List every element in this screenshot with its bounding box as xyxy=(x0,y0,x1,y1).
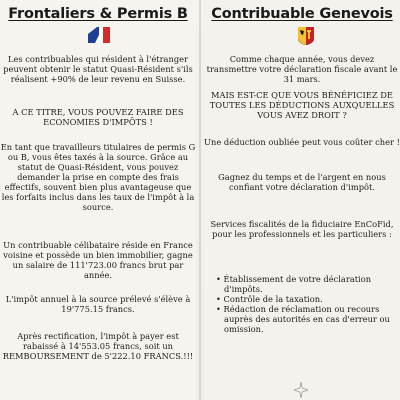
list-item: • Contrôle de la taxation. xyxy=(216,294,323,304)
left-column xyxy=(0,0,196,400)
right-paragraph-save-time: Gagnez du temps et de l'argent en nous confiant votre déclaration d'impôt. xyxy=(218,172,386,192)
column-divider xyxy=(199,0,201,400)
right-title: Contribuable Genevois xyxy=(211,6,393,22)
services-list xyxy=(216,274,396,334)
right-paragraph-services: Services fiscalités de la fiduciaire EnCoFid, pour les professionnels et les particuliers : xyxy=(210,219,394,239)
left-paragraph-tax-withheld: L'impôt annuel à la source prélevé s'élève à 19'775.15 francs. xyxy=(5,294,191,314)
right-paragraph-deadline: Comme chaque année, vous devez transmettre votre déclaration fiscale avant le 31 mars. xyxy=(206,54,398,84)
french-flag-icon xyxy=(88,27,110,43)
left-paragraph-savings: A CE TITRE, VOUS POUVEZ FAIRE DES ECONOMIES D'IMPÔTS ! xyxy=(12,107,184,127)
left-title: Frontaliers & Permis B xyxy=(8,6,188,22)
star-icon xyxy=(294,382,308,398)
left-paragraph-quasi-resident: En tant que travailleurs titulaires de permis G ou B, vous êtes taxés à la source. Grâce au statut de Quasi-Résident, vous pouvez demander la prise en compte des frais effectifs, souvent bien plus avantageuse que les forfaits inclus dans les taux de l'impôt à la source. xyxy=(0,142,196,212)
right-column xyxy=(204,0,400,400)
geneva-flag-icon xyxy=(298,27,314,45)
left-paragraph-refund: Après rectification, l'impôt à payer est rabaissé à 14'553.05 francs, soit un REMBOURSEMENT de 5'222.10 FRANCS.!!! xyxy=(2,331,194,361)
left-paragraph-example: Un contribuable célibataire réside en France voisine et possède un bien immobilier, gagne un salaire de 111'723.00 francs brut par année. xyxy=(3,240,193,280)
right-paragraph-forgotten: Une déduction oubliée peut vous coûter cher ! xyxy=(204,137,400,147)
right-paragraph-deductions: MAIS EST-CE QUE VOUS BÉNÉFICIEZ DE TOUTES LES DÉDUCTIONS AUXQUELLES VOUS AVEZ DROIT ? xyxy=(209,90,395,120)
list-item: • Établissement de votre déclaration d'impôts. xyxy=(216,274,372,294)
list-item: • Rédaction de réclamation ou recours auprès des autorités en cas d'erreur ou omission. xyxy=(216,304,390,334)
left-paragraph-intro: Les contribuables qui résident à l'étranger peuvent obtenir le statut Quasi-Résident s'ils réalisent +90% de leur revenu en Suisse. xyxy=(3,54,193,84)
